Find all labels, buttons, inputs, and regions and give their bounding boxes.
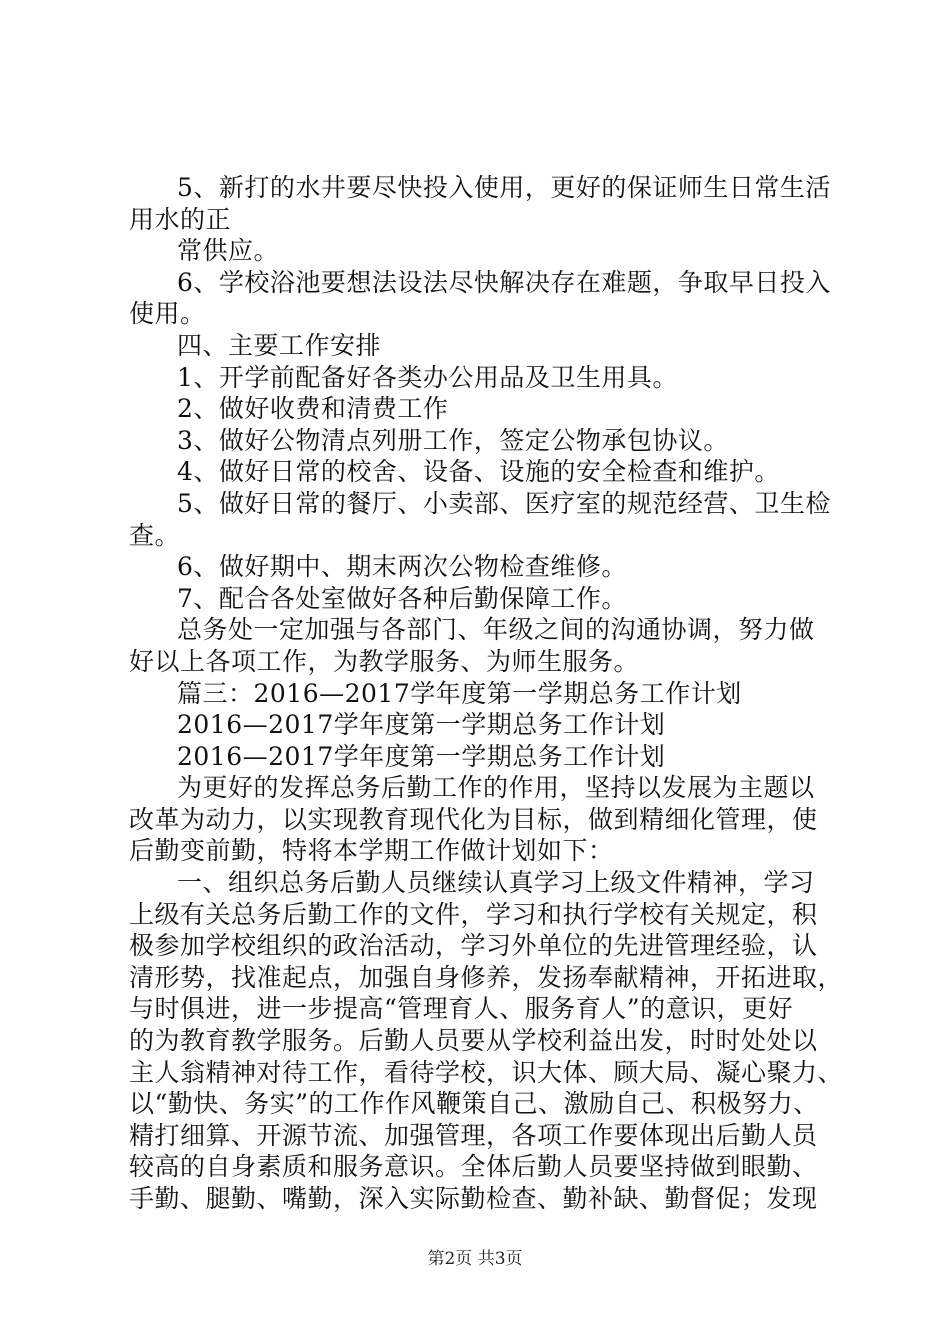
text-line: 精打细算、开源节流、加强管理，各项工作要体现出后勤人员 (129, 1120, 818, 1150)
text-line: 手勤、腿勤、嘴勤，深入实际勤检查、勤补缺、勤督促；发现 (129, 1184, 818, 1213)
text-line: 后勤变前勤，特将本学期工作做计划如下： (129, 836, 614, 866)
text-line: 使用。 (129, 299, 206, 329)
text-line: 改革为动力，以实现教育现代化为目标，做到精细化管理，使 (129, 804, 818, 834)
text-line: 一、组织总务后勤人员继续认真学习上级文件精神，学习 (177, 868, 815, 898)
text-line: 极参加学校组织的政治活动，学习外单位的先进管理经验，认 (129, 931, 818, 961)
page-number-footer: 第2页 共3页 (427, 1249, 523, 1269)
text-line: 5、做好日常的餐厅、小卖部、医疗室的规范经营、卫生检 (177, 488, 831, 518)
text-line: 好以上各项工作，为教学服务、为师生服务。 (129, 646, 640, 676)
text-line: 2、做好收费和清费工作 (177, 394, 449, 424)
article-title: 2016—2017学年度第一学期总务工作计划 (177, 710, 666, 740)
text-line: 3、做好公物清点列册工作，签定公物承包协议。 (177, 425, 729, 455)
text-line: 与时俱进，进一步提高“管理育人、服务育人”的意识，更好 (129, 994, 794, 1024)
text-line: 查。 (129, 520, 181, 550)
text-line: 主人翁精神对待工作，看待学校，识大体、顾大局、凝心聚力、 (129, 1057, 844, 1087)
text-line: 常供应。 (177, 236, 280, 266)
text-line: 6、做好期中、期末两次公物检查维修。 (177, 552, 627, 582)
text-line: 1、开学前配备好各类办公用品及卫生用具。 (177, 362, 678, 392)
text-line: 为更好的发挥总务后勤工作的作用，坚持以发展为主题以 (177, 773, 815, 803)
text-line: 4、做好日常的校舍、设备、设施的安全检查和维护。 (177, 457, 780, 487)
text-line: 6、学校浴池要想法设法尽快解决存在难题，争取早日投入 (177, 267, 831, 297)
section-heading: 四、主要工作安排 (177, 330, 382, 360)
text-line: 的为教育教学服务。后勤人员要从学校利益出发，时时处处以 (129, 1026, 818, 1056)
text-line: 较高的自身素质和服务意识。全体后勤人员要坚持做到眼勤、 (129, 1152, 818, 1182)
text-line: 以“勤快、务实”的工作作风鞭策自己、激励自己、积极努力、 (129, 1089, 819, 1119)
article-heading: 篇三：2016—2017学年度第一学期总务工作计划 (177, 678, 742, 708)
text-line: 总务处一定加强与各部门、年级之间的沟通协调，努力做 (177, 615, 815, 645)
document-body (129, 172, 844, 1215)
text-line: 7、配合各处室做好各种后勤保障工作。 (177, 583, 627, 613)
text-line: 上级有关总务后勤工作的文件，学习和执行学校有关规定，积 (129, 899, 818, 929)
article-title: 2016—2017学年度第一学期总务工作计划 (177, 741, 666, 771)
text-line: 5、新打的水井要尽快投入使用，更好的保证师生日常生活 (177, 173, 831, 202)
text-line: 用水的正 (129, 204, 232, 234)
text-line: 清形势，找准起点，加强自身修养，发扬奉献精神，开拓进取， (129, 962, 844, 992)
